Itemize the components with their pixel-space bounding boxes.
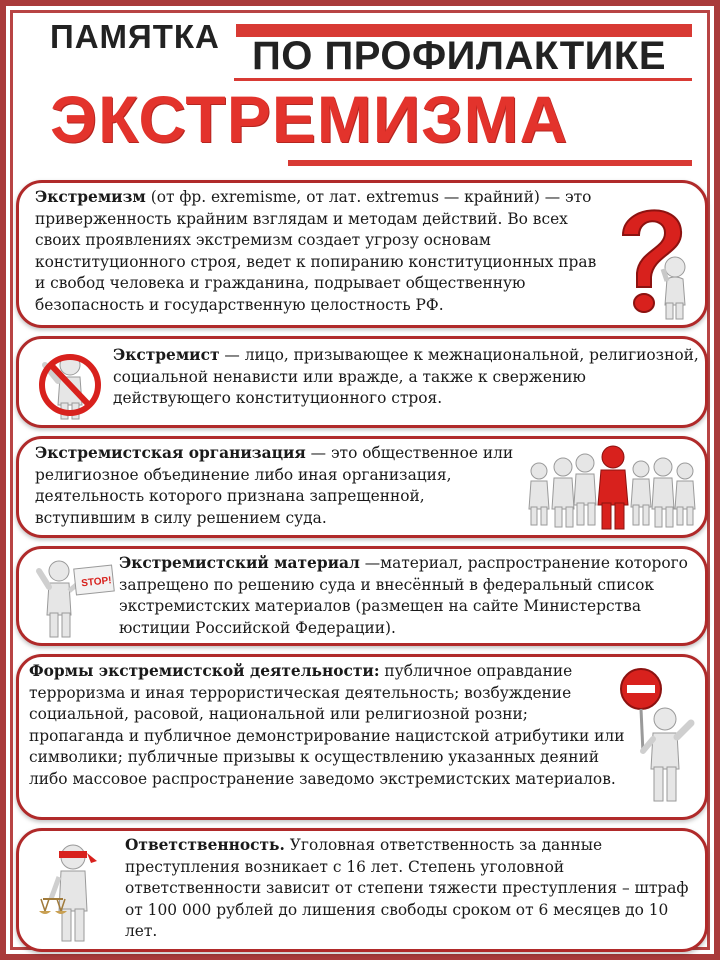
forms-definition: Формы экстремистской деятельности: публичное оправдание терроризма и иная террористическая деятельность; возбуждение социальной, расовой, национальной или религиозной розни; пропаганда и публичное демонстрирование нацистской атрибутики или символики; публичные призывы к осуществлению указанных деяний либо массовое распространение заведомо экстремистских материалов. <box>29 662 625 788</box>
term-material: Экстремистский материал <box>119 554 360 572</box>
card-extremism <box>16 180 708 328</box>
blindfolded-justice-icon <box>37 837 109 949</box>
extremist-definition: Экстремист — лицо, призывающее к межнациональной, религиозной, социальной ненависти или вражде, а также к свержению действующего конституционного строя. <box>113 346 699 408</box>
crowd-red-leader-icon <box>525 443 697 533</box>
organization-definition: Экстремистская организация — это общественное или религиозное объединение либо иная организация, деятельность которого признана запрещенной, вступившим в силу решением суда. <box>35 444 514 527</box>
term-extremism: Экстремизм <box>35 188 146 206</box>
stop-sign-figure-icon <box>33 551 117 643</box>
card-extremist <box>16 336 708 428</box>
card-organization <box>16 436 708 538</box>
card-responsibility <box>16 828 708 952</box>
header-bar-middle <box>234 78 692 81</box>
term-extremist: Экстремист <box>113 346 220 364</box>
title-line-1: ПАМЯТКА <box>50 18 220 55</box>
card-material <box>16 546 708 646</box>
card-forms <box>16 654 708 820</box>
no-entry-sign-figure-icon <box>619 665 703 811</box>
material-definition: Экстремистский материал —материал, распространение которого запрещено по решению суда и внесённый в федеральный список экстремистских материалов (размещен на сайте Министерства юстиции Российской Федерации). <box>119 554 688 637</box>
title-line-3: ЭКСТРЕМИЗМА <box>50 82 569 156</box>
term-responsibility: Ответственность. <box>125 836 285 854</box>
prohibited-figure-icon <box>37 343 103 423</box>
title-line-2: ПО ПРОФИЛАКТИКЕ <box>252 34 667 78</box>
extremism-definition: Экстремизм (от фр. exremisme, от лат. extremus — крайний) — это приверженность крайним взглядам и методам действий. Во всех своих проявлениях экстремизм создает угрозу основам конституционного строя, ведет к попиранию конституционных прав и свобод человека и гражданина, подрывает общественную безопасность и государственную целостность РФ. <box>35 188 597 314</box>
stop-sign-label: STOP! <box>80 575 113 590</box>
term-forms: Формы экстремистской деятельности: <box>29 662 380 680</box>
question-mark-figure-icon <box>609 195 701 321</box>
header-bar-bottom <box>288 160 692 166</box>
responsibility-definition: Ответственность. Уголовная ответственность за данные преступления возникает с 16 лет. Степень уголовной ответственности зависит от степени тяжести преступления – штраф от 100 000 рублей до лишения свободы сроком от 6 месяцев до 10 лет. <box>125 836 689 941</box>
term-organization: Экстремистская организация <box>35 444 306 462</box>
